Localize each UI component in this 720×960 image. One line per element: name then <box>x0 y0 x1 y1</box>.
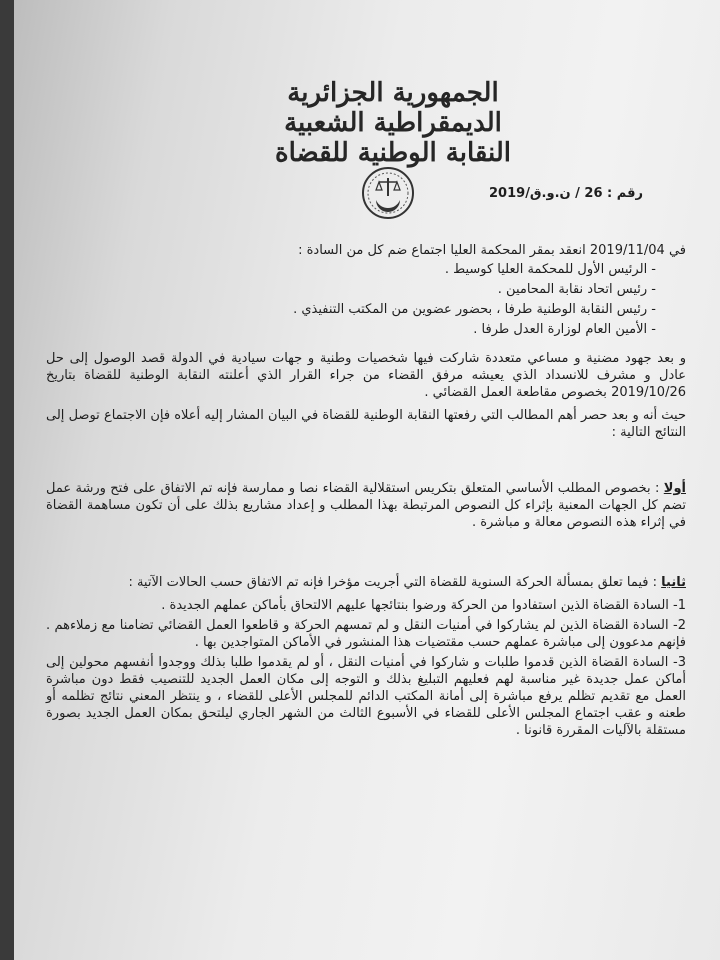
case-item-2: 2- السادة القضاة الذين لم يشاركوا في أمنيات النقل و لم تمسهم الحركة و قاطعوا العمل القضائي تضامنا مع زملاءهم . فإنهم مدعوون إلى مباشرة عملهم حسب مقتضيات هذا المنشور في الأماكن المتواجدين بها . <box>46 618 686 650</box>
attendee-item: - الأمين العام لوزارة العدل طرفا . <box>473 322 656 337</box>
letterhead-line-3: النقابة الوطنية للقضاة <box>274 138 512 168</box>
letterhead-line-1: الجمهورية الجزائرية <box>287 78 499 108</box>
reference-number: رقم : 26 / ن.و.ق/2019 <box>489 186 643 201</box>
letterhead-line-2: الديمقراطية الشعبية <box>284 108 502 138</box>
document-page <box>14 0 720 960</box>
meeting-intro <box>46 242 686 341</box>
section-second-heading: ثانيا <box>661 575 686 590</box>
section-first <box>46 480 686 531</box>
paragraph-efforts: و بعد جهود مضنية و مساعي متعددة شاركت فيها شخصيات وطنية و جهات سيادية في الدولة قصد الوصول إلى حل عادل و مشرف للانسداد الذي يعيشه مرفق القضاء من جراء القرار الذي أعلنته النقابة الوطنية للقضاة بتاريخ 2019/10/26 بخصوص مقاطعة العمل القضائي . <box>46 351 686 400</box>
attendee-item: - رئيس النقابة الوطنية طرفا ، بحضور عضوين من المكتب التنفيذي . <box>293 302 656 317</box>
section-second-text: : فيما تعلق بمسألة الحركة السنوية للقضاة التي أجريت مؤخرا فإنه تم الاتفاق حسب الحالات الآتية : <box>128 575 658 590</box>
attendee-list <box>46 261 686 338</box>
section-second <box>46 574 686 742</box>
section-first-text: : بخصوص المطلب الأساسي المتعلق بتكريس استقلالية القضاء نصا و ممارسة فإنه تم الاتفاق على فتح ورشة عمل تضم كل الجهات المعنية بإثراء كل النصوص المرتبطة بهذا المطلب و إعداد مشاريع بذلك على أن تكون مساهمة القضاة في إثراء هذه النصوص معالة و مباشرة . <box>46 481 686 530</box>
context-paragraphs <box>46 350 686 443</box>
intro-text: في 2019/11/04 انعقد بمقر المحكمة العليا اجتماع ضم كل من السادة : <box>298 243 686 258</box>
letterhead <box>158 78 628 168</box>
attendee-item: - الرئيس الأول للمحكمة العليا كوسيط . <box>444 262 656 277</box>
case-item-3: 3- السادة القضاة الذين قدموا طلبات و شاركوا في أمنيات النقل ، أو لم يقدموا طلبا بذلك ووجدوا أنفسهم محولين إلى أماكن عمل جديدة غير مناسبة لهم فعليهم التبليغ بذلك و التوجه إلى مكان العمل الجديد للتنصيب فقط دون مباشرة العمل مع تقديم تظلم يرفع مباشرة إلى أمانة المكتب الدائم للمجلس الأعلى للقضاء ، و ينتظر المعني نتائج تظلمه أو طعنه و عقب اجتماع المجلس الأعلى للقضاء في الأسبوع الثالث من الشهر الجاري ليلتحق بمكان العمل الجديد بصورة مستقلة بالآليات المقررة قانونا . <box>46 655 686 738</box>
section-first-heading: أولا <box>663 481 686 496</box>
case-item-1: 1- السادة القضاة الذين استفادوا من الحركة ورضوا بنتائجها عليهم الالتحاق بأماكن عملهم الجديدة . <box>161 598 686 613</box>
paragraph-results: حيث أنه و بعد حصر أهم المطالب التي رفعتها النقابة الوطنية للقضاة في البيان المشار إليه أعلاه فإن الاجتماع توصل إلى النتائج التالية : <box>46 408 686 440</box>
union-emblem-icon <box>358 166 418 220</box>
attendee-item: - رئيس اتحاد نقابة المحامين . <box>497 282 656 297</box>
